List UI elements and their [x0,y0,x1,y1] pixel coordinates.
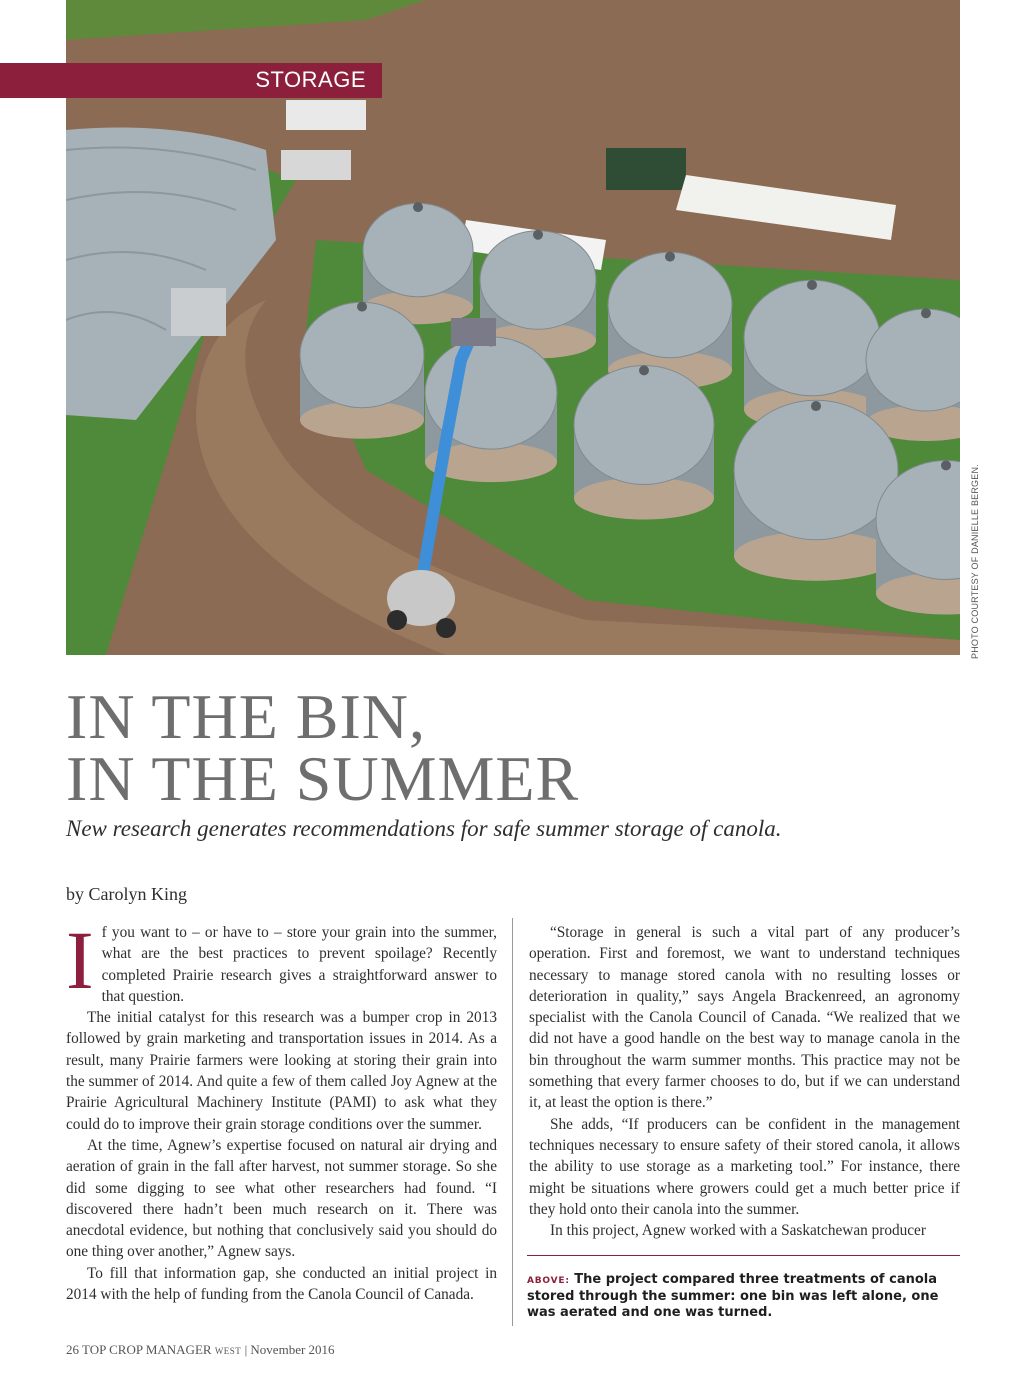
paragraph: In this project, Agnew worked with a Saskatchewan producer [550,1222,926,1240]
headline-line-1: IN THE BIN, [66,681,426,752]
grain-bins-aerial-image [66,0,960,655]
drop-cap: I [66,914,94,1006]
page-number: 26 [66,1342,79,1357]
paragraph: f you want to – or have to – store your grain into the summer, what are the best practices to prevent spoilage? Recently completed Prairie research gives a straightforward answer to that question. [101,924,497,1005]
paragraph: She adds, “If producers can be confident in the management techniques necessary to ensure safety of their stored canola, it allows the ability to use storage as a marketing tool.” For instance, there might be situations where growers could get a much better price if they hold onto their canola into the summer. [529,1115,960,1218]
footer-separator: | [244,1342,248,1357]
headline-line-2: IN THE SUMMER [66,743,580,814]
article-photo [66,0,960,655]
section-banner [0,63,382,98]
magazine-name: TOP CROP MANAGER [82,1342,212,1357]
caption-text: The project compared three treatments of canola stored through the summer: one bin was left alone, one was aerated and one was turned. [527,1272,939,1320]
paragraph: The initial catalyst for this research was a bumper crop in 2013 followed by grain marketing and transportation issues in 2014. As a result, many Prairie farmers were looking at storing their grain into the summer of 2014. And quite a few of them called Joy Agnew at the Prairie Agricultural Machinery Institute (PAMI) to ask what they could do to improve their grain storage conditions over the summer. [66,1009,497,1133]
subheadline: New research generates recommendations for safe summer storage of canola. [66,816,782,841]
magazine-edition: WEST [214,1346,242,1356]
paragraph: “Storage in general is such a vital part of any producer’s operation. First and foremost, we want to understand techniques necessary to manage stored canola with no resulting losses or deterioration in quality,” says Angela Brackenreed, an agronomy specialist with the Canola Council of Canada. “We realized that we did not have a good handle on the best way to manage canola in the bin throughout the warm summer months. This practice may not be something that every farmer chooses to do, but if we can understand it, at least the option is there.” [529,924,960,1112]
page-footer [66,1342,335,1358]
photo-credit: PHOTO COURTESY OF DANIELLE BERGEN. [970,464,980,659]
paragraph: At the time, Agnew’s expertise focused on natural air drying and aeration of grain in the fall after harvest, not summer storage. So she did some digging to see what other researchers had found. “I discovered there hadn’t been much research on it. There was anecdotal evidence, but nothing that conclusively said you should do one thing over another,” Agnew says. [66,1136,497,1261]
paragraph: To fill that information gap, she conducted an initial project in 2014 with the help of funding from the Canola Council of Canada. [66,1264,497,1304]
byline: by Carolyn King [66,884,187,904]
photo-caption [527,1272,957,1321]
headline [66,681,580,814]
caption-divider [527,1255,960,1256]
section-label: STORAGE [255,67,366,92]
article-column-left [66,914,497,1305]
issue-date: November 2016 [250,1342,335,1357]
caption-label: ABOVE: [527,1276,570,1286]
article-column-right [529,922,960,1241]
column-divider [512,918,513,1326]
